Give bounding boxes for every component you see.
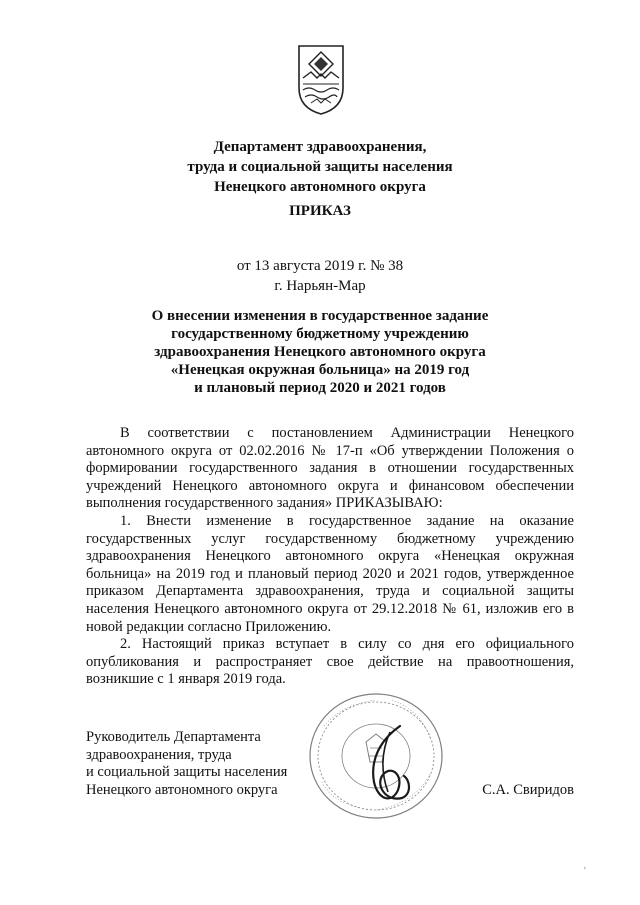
- subject-line: «Ненецкая окружная больница» на 2019 год: [170, 362, 470, 378]
- order-meta: [0, 256, 640, 296]
- subject-line: здравоохранения Ненецкого автономного округа: [154, 344, 486, 360]
- scan-edge-mark: ': [584, 866, 586, 877]
- order-item-2: 2. Настоящий приказ вступает в силу со дня его официального опубликования и распространяет свое действие на правоотношения, возникшие с 1 января 2019 года.: [86, 636, 574, 688]
- signer-position-line: Ненецкого автономного округа: [86, 781, 278, 798]
- order-title: ПРИКАЗ: [289, 203, 351, 219]
- order-item-1: 1. Внести изменение в государственное задание на оказание государственных услуг государственному бюджетному учреждению здравоохранения Ненецкого автономного округа «Ненецкая окружная больница» на 2019 год и плановый период 2020 и 2021 годов, утвержденное приказом Департамента здравоохранения, труда и социальной защиты населения Ненецкого автономного округа от 29.12.2018 № 61, изложив его в новой редакции согласно Приложению.: [86, 512, 574, 635]
- coat-of-arms-emblem: [297, 44, 345, 116]
- preamble-paragraph: В соответствии с постановлением Администрации Ненецкого автономного округа от 02.02.2016 № 17-п «Об утверждении Положения о формировании государственного задания в отношении государственных учреждений Ненецкого автономного округа и финансовом обеспечении выполнения государственного задания» ПРИКАЗЫВАЮ:: [86, 425, 574, 512]
- signer-position-line: Руководитель Департамента: [86, 729, 261, 745]
- order-body: [86, 425, 574, 689]
- signer-position-line: здравоохранения, труда: [86, 746, 232, 763]
- subject-line: и плановый период 2020 и 2021 годов: [194, 380, 446, 396]
- dept-line: труда и социальной защиты населения: [187, 159, 453, 175]
- subject-line: О внесении изменения в государственное задание: [151, 308, 489, 324]
- order-subject: [0, 307, 640, 397]
- subject-line: государственному бюджетному учреждению: [171, 326, 469, 342]
- order-place: г. Нарьян-Мар: [274, 278, 366, 294]
- dept-line: Департамент здравоохранения,: [213, 139, 427, 155]
- department-name: [0, 137, 640, 197]
- signer-name: С.А. Свиридов: [482, 782, 574, 798]
- dept-line: Ненецкого автономного округа: [214, 179, 426, 195]
- order-date-number: от 13 августа 2019 г. № 38: [236, 258, 404, 274]
- handwritten-signature: [360, 720, 420, 810]
- signer-position: [86, 729, 326, 799]
- signer-position-line: и социальной защиты населения: [86, 764, 288, 781]
